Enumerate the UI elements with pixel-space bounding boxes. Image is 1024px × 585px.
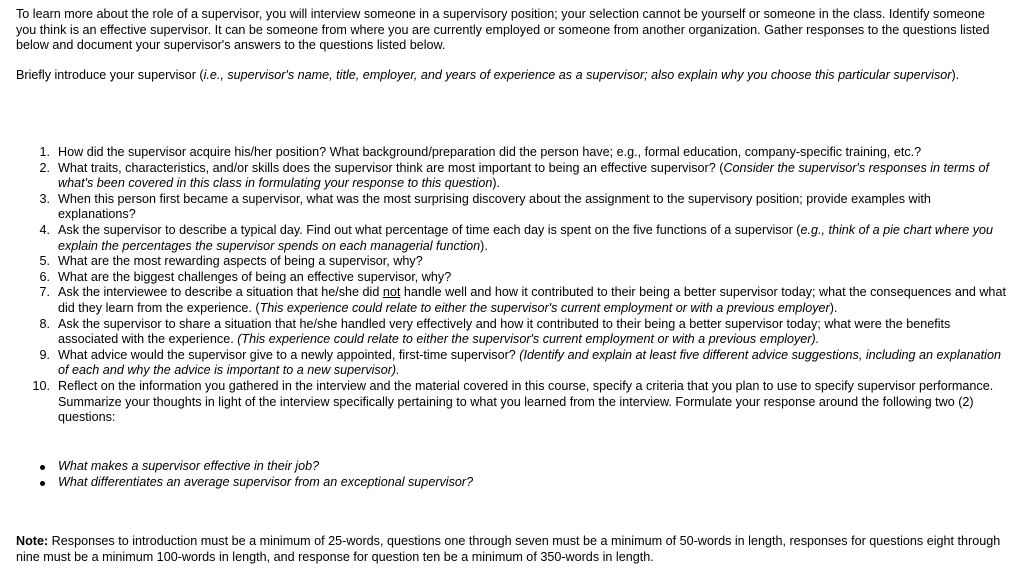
question-text: What traits, characteristics, and/or skills does the supervisor think are most important to being an effective supervisor? ( (58, 160, 724, 175)
question-4 (0, 223, 1010, 254)
question-3 (0, 192, 1010, 223)
question-text: Ask the supervisor to share a situation that he/she handled very effectively and how it contributed to their being a better supervisor today; what were the benefits associated with the experience. (58, 316, 951, 347)
question-1 (0, 145, 1010, 161)
question-text: What are the biggest challenges of being an effective supervisor, why? (58, 269, 452, 284)
question-number: 7. (39, 285, 50, 300)
brief-introduction-instruction (16, 68, 1001, 84)
question-tail: ). (480, 238, 488, 253)
question-text: How did the supervisor acquire his/her position? What background/preparation did the person have; e.g., formal education, company-specific training, etc.? (58, 145, 922, 159)
question-italic: Consider the supervisor's responses in terms of what's been covered in this class in formulating your response to this question (58, 160, 990, 191)
question-2 (0, 161, 1010, 192)
brief-tail: ). (951, 68, 960, 82)
question-underlined: not (382, 285, 401, 300)
question-italic: (Identify and explain at least five different advice suggestions, including an explanation of each and why the advice is important to a new supervisor). (58, 347, 1001, 378)
sub-question-text: What makes a supervisor effective in their job? (58, 459, 320, 473)
bullet-icon (40, 465, 45, 470)
question-tail: ). (492, 176, 501, 191)
question-number: 1. (39, 145, 50, 159)
question-7 (0, 285, 1010, 316)
question-8 (0, 317, 1010, 348)
brief-italic: i.e., supervisor's name, title, employer, and years of experience as a supervisor; also explain why you choose this particular supervisor (203, 68, 952, 82)
question-number: 9. (39, 347, 50, 362)
question-number: 3. (39, 191, 50, 206)
question-italic: (This experience could relate to either the supervisor's current employment or with a previous employer). (237, 332, 820, 347)
bullet-icon (40, 481, 45, 486)
question-tail: ). (829, 300, 838, 315)
question-text: Ask the supervisor to describe a typical day. Find out what percentage of time each day is spent on the five functions of a supervisor ( (58, 222, 801, 237)
question-number: 6. (39, 269, 50, 284)
sub-question-text: What differentiates an average supervisor from an exceptional supervisor? (58, 474, 474, 489)
question-number: 2. (39, 160, 50, 175)
intro-paragraph: To learn more about the role of a supervisor, you will interview someone in a supervisory position; your selection cannot be yourself or someone in the class. Identify someone you think is an effective supervisor. It can be someone from where you are currently employed or someone from another organization. Gather responses to the questions listed below and document your supervisor's answers to the questions listed below. (16, 7, 990, 53)
question-5 (0, 254, 1010, 270)
question-number: 10. (32, 378, 50, 393)
question-text: What advice would the supervisor give to a newly appointed, first-time supervisor? (58, 347, 520, 362)
question-text: Reflect on the information you gathered in the interview and the material covered in this course, specify a criteria that you plan to use to specify supervisor performance. Summarize your thoughts in light of the interview specifically pertaining to what you learned from the interview. Formulate your response around the following two (2) questions: (58, 378, 994, 425)
question-text-continued: handle well and how it contributed to their being a better supervisor today; what the consequences and what did they learn from the experience. ( (58, 285, 1006, 315)
sub-question (0, 459, 1000, 475)
question-6 (0, 270, 1010, 286)
sub-question (0, 475, 1000, 491)
question-number: 5. (39, 254, 50, 269)
note-label: Note: (16, 534, 49, 548)
question-10 (0, 379, 1010, 426)
question-9 (0, 348, 1010, 379)
question-italic: e.g., think of a pie chart where you explain the percentages the supervisor spends on each managerial function (58, 222, 994, 253)
question-list (0, 145, 1010, 426)
question-number: 8. (39, 316, 50, 331)
question-text: What are the most rewarding aspects of being a supervisor, why? (58, 254, 423, 269)
sub-question-list (0, 459, 1000, 490)
question-italic: This experience could relate to either the supervisor's current employment or with a previous employer (259, 300, 830, 315)
note-text: Responses to introduction must be a minimum of 25-words, questions one through seven must be a minimum of 50-words in length, responses for questions eight through nine must be a minimum 100-words in length, and response for question ten be a minimum of 350-words in length. (16, 534, 1001, 564)
brief-lead: Briefly introduce your supervisor ( (16, 68, 204, 82)
question-text: When this person first became a supervisor, what was the most surprising discovery about the assignment to the supervisory position; provide examples with explanations? (58, 191, 931, 222)
word-count-note (16, 534, 1016, 565)
question-number: 4. (39, 222, 50, 237)
question-text: Ask the interviewee to describe a situation that he/she did (58, 285, 383, 300)
